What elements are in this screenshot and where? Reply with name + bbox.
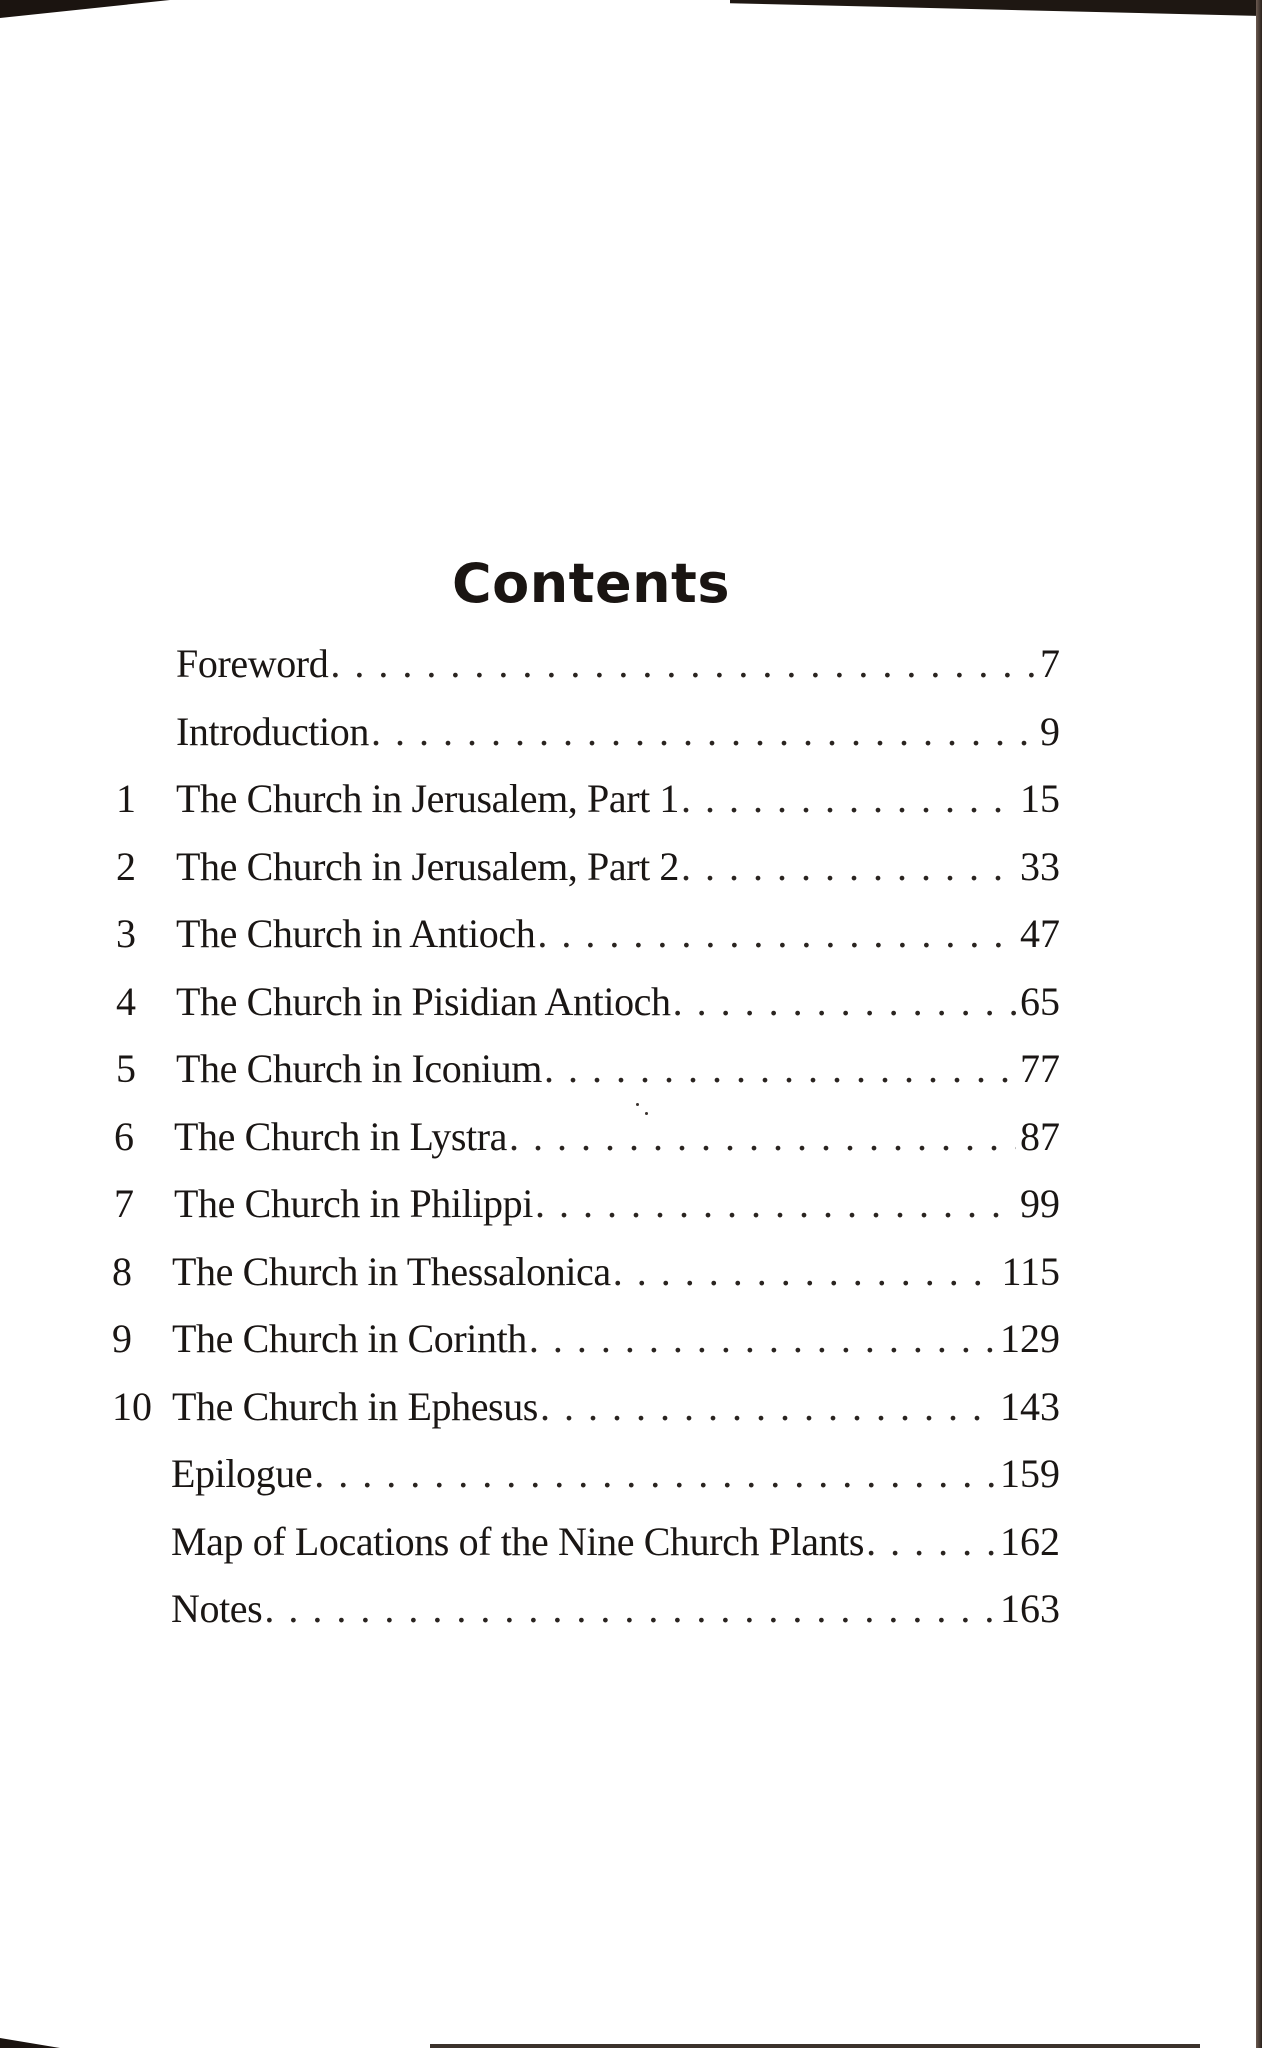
page-number: 15 (1020, 776, 1060, 821)
toc-entry-notes (105, 1585, 1060, 1653)
photo-edge-top-right (730, 0, 1262, 16)
dot-leader (613, 1248, 998, 1295)
entry-title: Introduction (176, 708, 369, 754)
photo-edge-bottom-left (0, 2038, 60, 2048)
entry-title: The Church in Thessalonica (172, 1248, 611, 1294)
toc-entry-chapter-10 (106, 1383, 1060, 1451)
dot-leader (681, 843, 1016, 890)
page-number: 163 (1000, 1586, 1060, 1631)
entry-title: Map of Locations of the Nine Church Plants (171, 1518, 865, 1564)
table-of-contents (110, 640, 1060, 1653)
toc-entry-epilogue (105, 1450, 1060, 1518)
entry-title: Notes (171, 1586, 263, 1631)
toc-entry-chapter-3 (110, 910, 1060, 978)
dot-leader (330, 640, 1036, 687)
toc-entry-chapter-9 (106, 1315, 1060, 1383)
entry-title: The Church in Jerusalem, Part 1 (176, 776, 680, 821)
entry-title: The Church in Pisidian Antioch (176, 978, 671, 1024)
toc-entry-chapter-7 (108, 1180, 1060, 1248)
toc-entry-introduction (110, 708, 1060, 776)
toc-entry-foreword (110, 640, 1060, 708)
entry-title: The Church in Iconium (176, 1046, 542, 1091)
page-number: 162 (1000, 1518, 1060, 1564)
chapter-number: 2 (116, 843, 136, 889)
page-number: 159 (1000, 1451, 1060, 1496)
dot-leader (540, 1383, 996, 1430)
page-number: 77 (1020, 1046, 1060, 1091)
page-title: Contents (451, 552, 730, 616)
dot-leader (866, 1518, 996, 1565)
page-number: 115 (1001, 1248, 1060, 1294)
stray-ink-mark (636, 1103, 639, 1106)
toc-entry-chapter-1 (110, 775, 1060, 843)
dot-leader (537, 910, 1016, 957)
entry-title: The Church in Jerusalem, Part 2 (176, 843, 680, 889)
dot-leader (314, 1450, 996, 1497)
entry-title: The Church in Lystra (174, 1113, 508, 1159)
entry-title: The Church in Corinth (172, 1316, 527, 1361)
page-number: 129 (1000, 1316, 1060, 1361)
page-number: 33 (1020, 843, 1060, 889)
entry-title: Epilogue (171, 1451, 313, 1496)
photo-edge-right (1256, 0, 1262, 2048)
chapter-number: 7 (114, 1181, 134, 1226)
page-number: 47 (1020, 911, 1060, 956)
chapter-number: 6 (114, 1113, 134, 1159)
dot-leader (264, 1585, 996, 1632)
toc-entry-chapter-6 (108, 1113, 1060, 1181)
toc-entry-map (105, 1518, 1060, 1586)
entry-title: The Church in Philippi (174, 1181, 533, 1226)
dot-leader (509, 1113, 1016, 1160)
toc-entry-chapter-8 (106, 1248, 1060, 1316)
toc-entry-chapter-2 (110, 843, 1060, 911)
dot-leader (544, 1045, 1016, 1092)
toc-entry-chapter-5 (110, 1045, 1060, 1113)
page-number: 7 (1040, 641, 1060, 686)
chapter-number: 9 (112, 1316, 132, 1361)
page-number: 143 (1000, 1383, 1060, 1429)
entry-title: The Church in Antioch (176, 911, 536, 956)
dot-leader (535, 1180, 1016, 1227)
photo-edge-bottom (430, 2044, 1200, 2048)
stray-ink-mark (645, 1112, 648, 1115)
page-number: 65 (1020, 978, 1060, 1024)
chapter-number: 10 (112, 1383, 152, 1429)
dot-leader (681, 775, 1016, 822)
page-number: 87 (1020, 1113, 1060, 1159)
chapter-number: 8 (112, 1248, 132, 1294)
page-number: 9 (1040, 708, 1060, 754)
dot-leader (673, 978, 1016, 1025)
dot-leader (529, 1315, 996, 1362)
entry-title: The Church in Ephesus (172, 1383, 538, 1429)
chapter-number: 5 (116, 1046, 136, 1091)
toc-entry-chapter-4 (110, 978, 1060, 1046)
chapter-number: 1 (116, 776, 136, 821)
chapter-number: 4 (116, 978, 136, 1024)
page-number: 99 (1020, 1181, 1060, 1226)
dot-leader (371, 708, 1036, 755)
chapter-number: 3 (116, 911, 136, 956)
entry-title: Foreword (176, 641, 329, 686)
photo-edge-top-left (0, 0, 170, 18)
